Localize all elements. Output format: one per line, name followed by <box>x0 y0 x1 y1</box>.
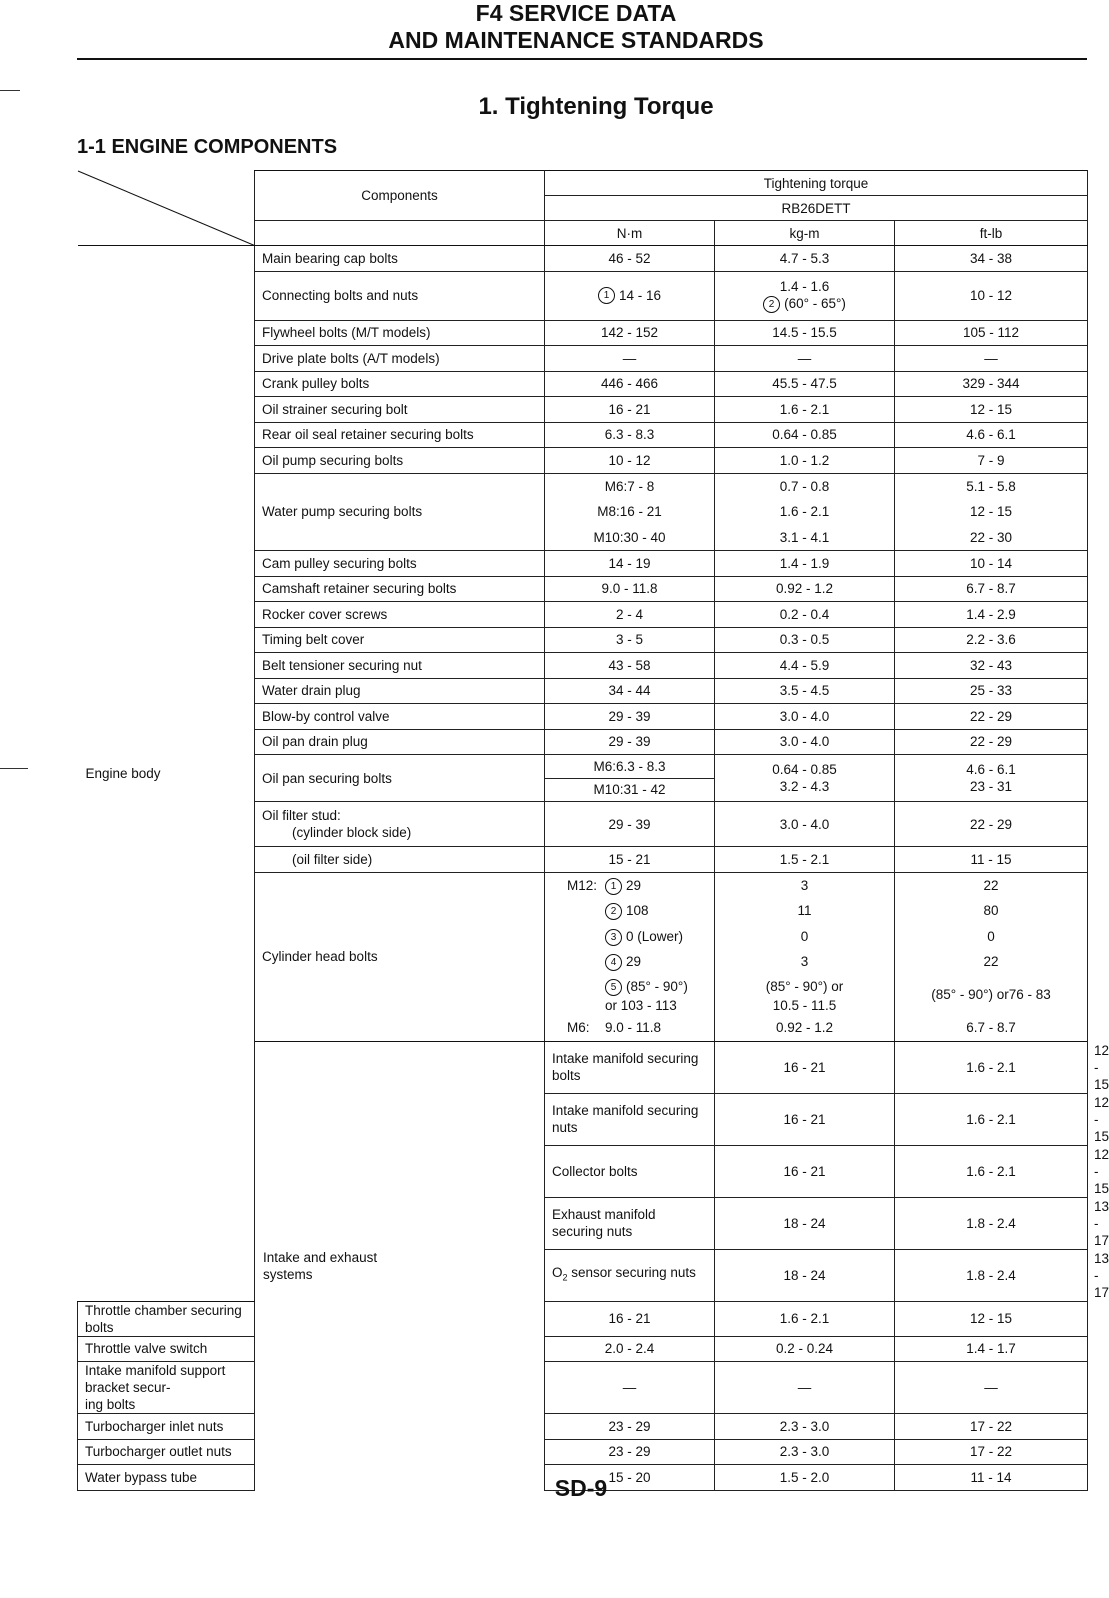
blank-cell <box>255 221 545 246</box>
value-kgm: 0.92 - 1.2 <box>715 576 895 602</box>
value-line: (85° - 90°) or <box>765 978 844 994</box>
value-kgm: 1.6 - 2.1 <box>895 1145 1088 1197</box>
value-ftlb <box>895 473 1088 551</box>
value-line: 22 <box>983 954 999 970</box>
value-ftlb: 6.7 - 8.7 <box>895 576 1088 602</box>
value-nm: 34 - 44 <box>545 678 715 704</box>
value-kgm: 1.5 - 2.1 <box>715 847 895 873</box>
component-name: Oil pump securing bolts <box>255 448 545 474</box>
component-line: ing bolts <box>85 1397 136 1412</box>
value-nm: 15 - 20 <box>545 1465 715 1491</box>
circled-number: 2 <box>763 296 780 313</box>
component-line: Oil filter stud: <box>262 808 341 823</box>
value-kgm: 0.2 - 0.24 <box>715 1336 895 1362</box>
group-intake-exhaust <box>255 1041 545 1490</box>
component-name: Water pump securing bolts <box>255 473 545 551</box>
value-nm: 10 - 12 <box>545 448 715 474</box>
value-nm: 3 - 5 <box>545 627 715 653</box>
table-row: $O_2$ sensor securing nuts 18 - 24 1.8 - 2.4 13 - 17 <box>78 1249 1088 1301</box>
component-name: Timing belt cover <box>255 627 545 653</box>
value-kgm: 45.5 - 47.5 <box>715 371 895 397</box>
value-nm: 23 - 29 <box>545 1439 715 1465</box>
value-kgm: 3.0 - 4.0 <box>715 802 895 847</box>
component-name: Main bearing cap bolts <box>255 246 545 272</box>
value-kgm <box>715 271 895 320</box>
o2-subscript: 2 <box>562 1272 568 1283</box>
value-nm: 6.3 - 8.3 <box>545 422 715 448</box>
component-name <box>78 1362 255 1414</box>
value-kgm-angle: (60° - 65°) <box>784 296 846 312</box>
tightening-torque-header: Tightening torque <box>545 171 1088 196</box>
value-nm: 16 - 21 <box>545 1301 715 1336</box>
value-nm: 18 - 24 <box>715 1197 895 1249</box>
value-nm: 43 - 58 <box>545 653 715 679</box>
value-line <box>567 873 708 899</box>
value-nm: 16 - 21 <box>715 1093 895 1145</box>
circled-number: 1 <box>598 287 615 304</box>
value-nm <box>545 755 715 802</box>
value-line: (85° - 90°) or76 - 83 <box>931 986 1051 1002</box>
value-kgm: 1.6 - 2.1 <box>715 1301 895 1336</box>
value-line: M10:31 - 42 <box>593 781 666 797</box>
group-line: systems <box>263 1266 313 1282</box>
value-line: 3 <box>800 877 809 893</box>
component-name: Cylinder head bolts <box>255 872 545 1041</box>
value-nm: 14 - 19 <box>545 551 715 577</box>
value-kgm: — <box>715 346 895 372</box>
value-line: 3.1 - 4.1 <box>779 529 830 545</box>
value-kgm: 4.7 - 5.3 <box>715 246 895 272</box>
value-kgm <box>715 755 895 802</box>
value-ftlb: 1.4 - 1.7 <box>895 1336 1088 1362</box>
value-ftlb: 12 - 15 <box>895 1301 1088 1336</box>
value-ftlb: 32 - 43 <box>895 653 1088 679</box>
value-nm: 23 - 29 <box>545 1414 715 1440</box>
value-nm: — <box>545 346 715 372</box>
component-name <box>545 1249 715 1301</box>
value-line: 12 - 15 <box>969 504 1013 519</box>
component-name: Oil pan securing bolts <box>255 755 545 802</box>
component-name: Belt tensioner securing nut <box>255 653 545 679</box>
circled-number: 1 <box>605 878 622 895</box>
value-line: 11 <box>797 903 812 919</box>
value-line <box>567 924 708 950</box>
header-line-1: F4 SERVICE DATA <box>475 0 677 26</box>
subsection-title: 1-1 ENGINE COMPONENTS <box>77 136 338 158</box>
component-name: Oil pan drain plug <box>255 729 545 755</box>
component-name: Flywheel bolts (M/T models) <box>255 320 545 346</box>
value-nm: 29 - 39 <box>545 704 715 730</box>
diagonal-line <box>78 171 255 246</box>
value-ftlb: — <box>895 1362 1088 1414</box>
value-nm: 16 - 21 <box>545 397 715 423</box>
component-name: Intake manifold securing bolts <box>545 1041 715 1093</box>
table-row: Collector bolts 16 - 21 1.6 - 2.1 12 - 15 <box>78 1145 1088 1197</box>
component-name: Water drain plug <box>255 678 545 704</box>
component-name: Camshaft retainer securing bolts <box>255 576 545 602</box>
component-name: Rear oil seal retainer securing bolts <box>255 422 545 448</box>
table-row: Intake manifold securing nuts 16 - 21 1.6 - 2.1 12 - 15 <box>78 1093 1088 1145</box>
value-ftlb <box>895 872 1088 1041</box>
value-nm <box>545 271 715 320</box>
value-line: 0 <box>800 928 809 944</box>
value-nm: 446 - 466 <box>545 371 715 397</box>
value-ftlb: 22 - 29 <box>895 802 1088 847</box>
value-kgm: 0.3 - 0.5 <box>715 627 895 653</box>
header-line-2: AND MAINTENANCE STANDARDS <box>388 27 764 53</box>
value-line: 0.92 - 1.2 <box>775 1019 834 1035</box>
value-ftlb: — <box>895 346 1088 372</box>
value-line: 1.6 - 2.1 <box>779 504 830 519</box>
value-kgm: 14.5 - 15.5 <box>715 320 895 346</box>
value-ftlb: 17 - 22 <box>895 1414 1088 1440</box>
component-name: Intake manifold securing nuts <box>545 1093 715 1145</box>
value-ftlb: 11 - 14 <box>895 1465 1088 1491</box>
value-line: M10:30 - 40 <box>593 529 666 545</box>
component-name: Turbocharger outlet nuts <box>78 1439 255 1465</box>
value-line: 4.6 - 6.1 <box>966 762 1016 777</box>
header-row <box>78 171 1088 196</box>
value-ftlb: 105 - 112 <box>895 320 1088 346</box>
value-line <box>567 949 708 975</box>
size-prefix: M12: <box>567 877 598 893</box>
value-nm: 18 - 24 <box>715 1249 895 1301</box>
value-nm: 29 - 39 <box>545 729 715 755</box>
value-kgm <box>715 872 895 1041</box>
value-line: 5.1 - 5.8 <box>966 478 1016 494</box>
table-row <box>78 1362 1088 1414</box>
step-value: 9.0 - 11.8 <box>605 1019 662 1035</box>
value-line <box>567 975 708 996</box>
component-name: Water bypass tube <box>78 1465 255 1491</box>
value-line: M6:6.3 - 8.3 <box>545 756 714 779</box>
value-line <box>567 898 708 924</box>
value-nm: 16 - 21 <box>715 1041 895 1093</box>
value-line: M8:16 - 21 <box>597 504 662 519</box>
component-name: Connecting bolts and nuts <box>255 271 545 320</box>
component-line: (cylinder block side) <box>292 825 412 840</box>
value-nm: 16 - 21 <box>715 1145 895 1197</box>
value-kgm: 4.4 - 5.9 <box>715 653 895 679</box>
value-ftlb: 4.6 - 6.1 <box>895 422 1088 448</box>
table-row <box>78 1301 1088 1336</box>
value-kgm: 0.64 - 0.85 <box>715 422 895 448</box>
value-kgm: 1.5 - 2.0 <box>715 1465 895 1491</box>
value-ftlb: 12 - 15 <box>895 397 1088 423</box>
component-name: Drive plate bolts (A/T models) <box>255 346 545 372</box>
value-ftlb: 2.2 - 3.6 <box>895 627 1088 653</box>
o2-rest: sensor securing nuts <box>567 1264 696 1280</box>
value-nm: 2.0 - 2.4 <box>545 1336 715 1362</box>
table-row <box>78 1439 1088 1465</box>
component-name: Crank pulley bolts <box>255 371 545 397</box>
diagonal-header-cell <box>78 171 255 246</box>
step-value: 0 (Lower) <box>626 928 684 944</box>
component-name <box>255 802 545 847</box>
component-name: Blow-by control valve <box>255 704 545 730</box>
value-kgm: 2.3 - 3.0 <box>715 1414 895 1440</box>
step-value: 108 <box>626 903 649 919</box>
margin-mark <box>0 90 20 91</box>
value-ftlb: 22 - 29 <box>895 729 1088 755</box>
component-name: Oil strainer securing bolt <box>255 397 545 423</box>
value-kgm: 0.2 - 0.4 <box>715 602 895 628</box>
value-line: or 103 - 113 <box>605 997 677 1013</box>
component-name: Rocker cover screws <box>255 602 545 628</box>
component-line: Intake manifold support bracket secur- <box>85 1363 226 1395</box>
value-kgm: — <box>715 1362 895 1414</box>
value-kgm <box>715 473 895 551</box>
size-prefix: M6: <box>567 1019 590 1035</box>
table-row: Exhaust manifold securing nuts 18 - 24 1.8 - 2.4 13 - 17 <box>78 1197 1088 1249</box>
value-kgm: 3.0 - 4.0 <box>715 704 895 730</box>
section-title: 1. Tightening Torque <box>478 93 714 120</box>
value-line: 10.5 - 11.5 <box>772 997 837 1013</box>
value-kgm: 1.8 - 2.4 <box>895 1197 1088 1249</box>
circled-number: 5 <box>605 979 622 996</box>
component-name: Cam pulley securing bolts <box>255 551 545 577</box>
value-ftlb: 25 - 33 <box>895 678 1088 704</box>
value-nm: 9.0 - 11.8 <box>545 576 715 602</box>
table-row <box>78 1414 1088 1440</box>
value-ftlb: 34 - 38 <box>895 246 1088 272</box>
circled-number: 2 <box>605 903 622 920</box>
value-ftlb: 17 - 22 <box>895 1439 1088 1465</box>
step-value: (85° - 90°) <box>626 978 688 994</box>
component-name: Exhaust manifold securing nuts <box>545 1197 715 1249</box>
value-ftlb: 329 - 344 <box>895 371 1088 397</box>
unit-ftlb: ft-lb <box>895 221 1088 246</box>
circled-number: 4 <box>605 954 622 971</box>
value-kgm: 1.6 - 2.1 <box>715 397 895 423</box>
value-nm-text: 14 - 16 <box>618 287 662 303</box>
component-name: Throttle valve switch <box>78 1336 255 1362</box>
margin-mark <box>0 768 28 769</box>
page-number: SD-9 <box>554 1475 608 1501</box>
value-kgm: 1.8 - 2.4 <box>895 1249 1088 1301</box>
o2-letter: O <box>552 1264 563 1280</box>
value-line: 0 <box>987 928 995 944</box>
value-ftlb: 10 - 14 <box>895 551 1088 577</box>
value-line: M6:7 - 8 <box>604 478 655 494</box>
value-ftlb: 10 - 12 <box>895 271 1088 320</box>
table-row: Intake and exhaust systems Intake manifold securing bolts 16 - 21 1.6 - 2.1 12 - 15 <box>78 1041 1088 1093</box>
value-line: 3.2 - 4.3 <box>779 779 830 794</box>
value-nm: — <box>545 1362 715 1414</box>
value-kgm: 3.5 - 4.5 <box>715 678 895 704</box>
page-header <box>0 0 1102 54</box>
value-line <box>567 1015 708 1041</box>
value-kgm: 1.6 - 2.1 <box>895 1093 1088 1145</box>
value-nm: 2 - 4 <box>545 602 715 628</box>
value-nm <box>545 473 715 551</box>
circled-number: 3 <box>605 929 622 946</box>
value-kgm: 1.4 - 1.9 <box>715 551 895 577</box>
value-kgm: 1.0 - 1.2 <box>715 448 895 474</box>
value-line: 0.7 - 0.8 <box>779 478 830 494</box>
value-ftlb <box>895 755 1088 802</box>
component-name: Collector bolts <box>545 1145 715 1197</box>
header-rule <box>77 58 1087 60</box>
step-value: 29 <box>626 877 642 893</box>
value-ftlb: 1.4 - 2.9 <box>895 602 1088 628</box>
value-line: 22 - 30 <box>969 529 1013 545</box>
unit-nm: N·m <box>545 221 715 246</box>
value-ftlb: 22 - 29 <box>895 704 1088 730</box>
value-kgm-line: 1.4 - 1.6 <box>779 279 830 295</box>
value-kgm: 1.6 - 2.1 <box>895 1041 1088 1093</box>
value-ftlb: 7 - 9 <box>895 448 1088 474</box>
component-name: Throttle chamber securing bolts <box>78 1301 255 1336</box>
value-kgm-line <box>721 295 888 313</box>
engine-header: RB26DETT <box>545 196 1088 221</box>
value-nm: 142 - 152 <box>545 320 715 346</box>
component-name: Turbocharger inlet nuts <box>78 1414 255 1440</box>
step-value: 29 <box>626 954 642 970</box>
value-nm: 15 - 21 <box>545 847 715 873</box>
value-line: 80 <box>983 903 999 919</box>
value-line: 22 <box>983 877 999 893</box>
table-row <box>78 1336 1088 1362</box>
value-ftlb: 11 - 15 <box>895 847 1088 873</box>
components-header: Components <box>255 171 545 221</box>
value-nm <box>545 872 715 1041</box>
value-nm: 46 - 52 <box>545 246 715 272</box>
group-engine-body: Engine body <box>78 246 255 1302</box>
torque-table <box>77 170 1109 1491</box>
value-line: 23 - 31 <box>969 779 1013 794</box>
unit-kgm: kg-m <box>715 221 895 246</box>
value-nm: 29 - 39 <box>545 802 715 847</box>
value-line: 3 <box>800 954 809 970</box>
value-kgm: 2.3 - 3.0 <box>715 1439 895 1465</box>
table-row <box>78 246 1088 272</box>
component-name: (oil filter side) <box>255 847 545 873</box>
group-line: Intake and exhaust <box>263 1249 378 1265</box>
value-line: 6.7 - 8.7 <box>966 1019 1016 1035</box>
value-kgm: 3.0 - 4.0 <box>715 729 895 755</box>
value-line: 0.64 - 0.85 <box>772 762 837 777</box>
